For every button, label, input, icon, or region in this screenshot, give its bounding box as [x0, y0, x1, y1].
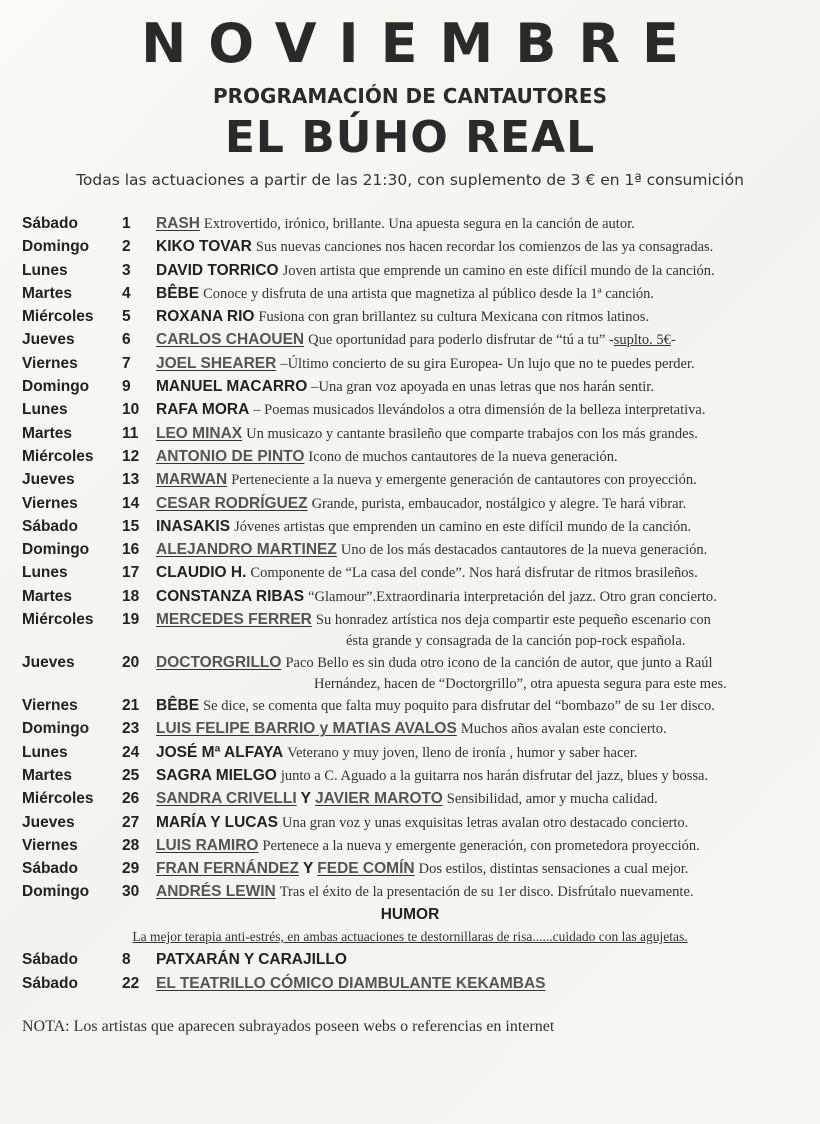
event-content	[156, 328, 812, 351]
date-number: 29	[122, 860, 140, 878]
event-description: junto a C. Aguado a la guitarra nos harán disfrutar del jazz, blues y bossa.	[280, 767, 709, 784]
event-content	[156, 948, 812, 970]
artist-name: CONSTANZA RIBAS	[156, 587, 305, 605]
event-content	[156, 235, 812, 258]
event-content	[156, 398, 812, 421]
date-number: 22	[122, 975, 140, 992]
day-label: Domingo	[22, 238, 90, 256]
date-number: 13	[122, 471, 140, 489]
venue-name: EL BÚHO REAL	[224, 112, 596, 163]
event-description: Un musicazo y cantante brasileño que comparte trabajos con los más grandes.	[246, 425, 698, 442]
schedule-row	[22, 235, 812, 258]
day-label: Sábado	[22, 517, 78, 535]
event-content	[156, 787, 812, 810]
event-description: Una gran voz y unas exquisitas letras avalan otro destacado concierto.	[282, 814, 689, 831]
day-label: Lunes	[22, 743, 68, 761]
schedule-row	[22, 538, 812, 561]
day-label: Miércoles	[22, 611, 94, 629]
day-label: Sábado	[22, 951, 78, 968]
event-description: Grande, purista, embaucador, nostálgico y alegre. Te hará vibrar.	[311, 495, 687, 512]
date-number: 7	[122, 354, 131, 372]
humor-list	[22, 948, 812, 996]
event-description: Icono de muchos cantautores de la nueva generación.	[308, 448, 618, 465]
artist-link[interactable]: ANTONIO DE PINTO	[156, 447, 305, 465]
humor-subtitle: La mejor terapia anti-estrés, en ambas actuaciones te destornillaras de risa......cuidado con las agujetas.	[132, 929, 688, 944]
schedule-row	[22, 717, 812, 740]
day-label: Martes	[22, 766, 72, 784]
event-description: –Una gran voz apoyada en unas letras que nos harán sentir.	[311, 379, 654, 396]
schedule-list	[22, 212, 812, 904]
event-description-continued: Hernández, hacen de “Doctorgrillo”, otra apuesta segura para este mes.	[314, 676, 727, 693]
event-content	[156, 972, 812, 994]
artist-name: BÊBE	[156, 284, 200, 302]
date-number: 20	[122, 654, 140, 672]
event-content	[156, 282, 812, 305]
event-content	[156, 764, 812, 787]
conjunction: Y	[302, 860, 314, 878]
date-number: 9	[122, 378, 131, 396]
event-content	[156, 717, 812, 740]
event-description: Muchos años avalan este concierto.	[460, 721, 667, 738]
day-label: Viernes	[22, 697, 78, 715]
day-label: Martes	[22, 424, 72, 442]
event-content	[156, 880, 812, 903]
day-label: Domingo	[22, 720, 90, 738]
artist-link[interactable]: LEO MINAX	[156, 424, 243, 442]
event-description: Paco Bello es sin duda otro icono de la canción de autor, que junto a Raúl	[285, 655, 713, 672]
schedule-row	[22, 492, 812, 515]
artist-name: DAVID TORRICO	[156, 261, 279, 279]
artist-link[interactable]: CESAR RODRÍGUEZ	[156, 494, 308, 512]
date-number: 6	[122, 331, 131, 349]
artist-link[interactable]: MERCEDES FERRER	[156, 611, 312, 629]
day-label: Jueves	[22, 471, 75, 489]
artist-link[interactable]: RASH	[156, 215, 200, 232]
date-number: 23	[122, 720, 140, 738]
date-number: 18	[122, 587, 140, 605]
event-content	[156, 561, 812, 584]
artist-link[interactable]: LUIS RAMIRO	[156, 836, 259, 854]
supplement-note: suplto. 5€	[613, 332, 671, 349]
description-suffix: -	[670, 332, 676, 349]
date-number: 1	[122, 215, 131, 232]
day-label: Miércoles	[22, 308, 94, 326]
day-label: Viernes	[22, 836, 78, 854]
event-description: Su honradez artística nos deja compartir este pequeño escenario con	[315, 612, 711, 629]
event-content	[156, 585, 812, 608]
artist-link[interactable]: DOCTORGRILLO	[156, 654, 282, 672]
footer-note: NOTA: Los artistas que aparecen subrayados poseen webs o referencias en internet	[22, 1018, 555, 1035]
date-number: 30	[122, 883, 140, 901]
date-number: 16	[122, 541, 140, 559]
schedule-row	[22, 515, 812, 538]
event-description: Veterano y muy joven, lleno de ironía , humor y saber hacer.	[287, 744, 638, 761]
day-label: Miércoles	[22, 790, 94, 808]
date-number: 28	[122, 836, 140, 854]
day-label: Miércoles	[22, 447, 94, 465]
artist-name: CLAUDIO H.	[156, 564, 247, 582]
artist-name: SAGRA MIELGO	[156, 766, 277, 784]
day-label: Viernes	[22, 494, 78, 512]
schedule-row	[22, 585, 812, 608]
schedule-row	[22, 651, 812, 694]
schedule-row	[22, 468, 812, 491]
artist-name: PATXARÁN Y CARAJILLO	[156, 951, 347, 968]
event-description: Fusiona con gran brillantez su cultura Mexicana con ritmos latinos.	[258, 309, 650, 326]
date-number: 27	[122, 813, 140, 831]
artist-link[interactable]: CARLOS CHAOUEN	[156, 331, 305, 349]
day-label: Domingo	[22, 883, 90, 901]
event-description: –Último concierto de su gira Europea- Un lujo que no te puedes perder.	[280, 355, 695, 372]
artist-link[interactable]: EL TEATRILLO CÓMICO DIAMBULANTE KEKAMBAS	[156, 975, 546, 992]
day-label: Lunes	[22, 261, 68, 279]
schedule-row	[22, 811, 812, 834]
event-description: Jóvenes artistas que emprenden un camino en este difícil mundo de la canción.	[234, 518, 692, 535]
schedule-row	[22, 764, 812, 787]
event-content	[156, 538, 812, 561]
schedule-row	[22, 608, 812, 651]
event-content	[156, 468, 812, 491]
event-content	[156, 492, 812, 515]
event-content	[156, 834, 812, 857]
date-number: 25	[122, 766, 140, 784]
schedule-row	[22, 880, 812, 903]
schedule-row	[22, 948, 812, 972]
schedule-row	[22, 282, 812, 305]
artist-name: INASAKIS	[156, 517, 231, 535]
event-description-continued: ésta grande y consagrada de la canción pop-rock española.	[346, 633, 686, 650]
schedule-row	[22, 422, 812, 445]
artist-link[interactable]: ALEJANDRO MARTINEZ	[156, 541, 337, 559]
schedule-row	[22, 328, 812, 351]
event-content	[156, 375, 812, 398]
day-label: Domingo	[22, 378, 90, 396]
event-description: Pertenece a la nueva y emergente generación, con prometedora proyección.	[262, 837, 700, 854]
event-content	[156, 305, 812, 328]
day-label: Martes	[22, 587, 72, 605]
event-content	[156, 515, 812, 538]
event-content	[156, 445, 812, 468]
schedule-row	[22, 398, 812, 421]
schedule-row	[22, 375, 812, 398]
day-label: Sábado	[22, 215, 78, 232]
day-label: Sábado	[22, 860, 78, 878]
artist-name: BÊBE	[156, 697, 200, 715]
artist-link[interactable]: FEDE COMÍN	[317, 860, 415, 878]
date-number: 26	[122, 790, 140, 808]
event-content	[156, 651, 812, 695]
event-description: Perteneciente a la nueva y emergente generación de cantautores con proyección.	[231, 472, 697, 489]
event-description: “Glamour”.Extraordinaria interpretación del jazz. Otro gran concierto.	[308, 588, 717, 605]
day-label: Jueves	[22, 654, 75, 672]
date-number: 3	[122, 261, 131, 279]
event-content	[156, 352, 812, 375]
event-description: Se dice, se comenta que falta muy poquito para disfrutar del “bombazo” de su 1er disco.	[203, 698, 715, 715]
artist-link[interactable]: MARWAN	[156, 471, 228, 489]
date-number: 11	[122, 424, 139, 442]
schedule-row	[22, 741, 812, 764]
month-title: NOVIEMBRE	[141, 12, 701, 75]
event-description: Que oportunidad para poderlo disfrutar de “tú a tu” -	[308, 332, 614, 349]
schedule-row	[22, 561, 812, 584]
artist-name: JOSÉ Mª ALFAYA	[156, 743, 284, 761]
schedule-row	[22, 259, 812, 282]
event-description: Uno de los más destacados cantautores de la nueva generación.	[340, 542, 708, 559]
event-content	[156, 422, 812, 445]
date-number: 24	[122, 743, 140, 761]
day-label: Jueves	[22, 813, 75, 831]
date-number: 17	[122, 564, 140, 582]
artist-name: ROXANA RIO	[156, 308, 255, 326]
date-number: 21	[122, 697, 140, 715]
program-subtitle: PROGRAMACIÓN DE CANTAUTORES	[213, 84, 607, 108]
event-description: – Poemas musicados llevándolos a otra dimensión de la belleza interpretativa.	[253, 402, 706, 419]
artist-name: MANUEL MACARRO	[156, 378, 308, 396]
humor-heading: HUMOR	[380, 906, 440, 923]
artist-name: MARÍA Y LUCAS	[156, 813, 279, 831]
event-description: Conoce y disfruta de una artista que magnetiza al público desde la 1ª canción.	[203, 285, 655, 302]
schedule-row	[22, 305, 812, 328]
artist-link[interactable]: LUIS FELIPE BARRIO y MATIAS AVALOS	[156, 720, 457, 738]
schedule-row	[22, 857, 812, 880]
event-description: Tras el éxito de la presentación de su 1er disco. Disfrútalo nuevamente.	[279, 884, 694, 901]
artist-link[interactable]: JAVIER MAROTO	[315, 790, 443, 808]
event-content	[156, 259, 812, 282]
date-number: 2	[122, 238, 131, 256]
event-description: Sensibilidad, amor y mucha calidad.	[446, 791, 658, 808]
schedule-row	[22, 972, 812, 996]
event-description: Dos estilos, distintas sensaciones a cual mejor.	[418, 861, 689, 878]
artist-link[interactable]: ANDRÉS LEWIN	[156, 883, 276, 901]
date-number: 10	[122, 401, 140, 419]
schedule-row	[22, 445, 812, 468]
artist-link[interactable]: SANDRA CRIVELLI	[156, 790, 297, 808]
event-content	[156, 857, 812, 880]
date-number: 15	[122, 517, 140, 535]
day-label: Domingo	[22, 541, 90, 559]
event-description: Sus nuevas canciones nos hacen recordar los comienzos de las ya consagradas.	[255, 239, 714, 256]
date-number: 19	[122, 611, 140, 629]
date-number: 12	[122, 447, 140, 465]
schedule-note: Todas las actuaciones a partir de las 21:30, con suplemento de 3 € en 1ª consumición	[76, 171, 744, 189]
schedule-row	[22, 212, 812, 235]
day-label: Lunes	[22, 564, 68, 582]
conjunction: Y	[300, 790, 311, 808]
date-number: 14	[122, 494, 140, 512]
day-label: Martes	[22, 284, 72, 302]
event-description: Extrovertido, irónico, brillante. Una apuesta segura en la canción de autor.	[203, 216, 635, 232]
event-content	[156, 694, 812, 717]
schedule-row	[22, 787, 812, 810]
event-content	[156, 608, 812, 652]
schedule-row	[22, 352, 812, 375]
schedule-row	[22, 834, 812, 857]
artist-link[interactable]: JOEL SHEARER	[156, 354, 277, 372]
artist-name: RAFA MORA	[156, 401, 250, 419]
event-content	[156, 741, 812, 764]
event-description: Componente de “La casa del conde”. Nos hará disfrutar de ritmos brasileños.	[250, 565, 698, 582]
date-number: 8	[122, 951, 131, 968]
event-content	[156, 811, 812, 834]
day-label: Jueves	[22, 331, 75, 349]
artist-name: KIKO TOVAR	[156, 238, 252, 256]
date-number: 5	[122, 308, 131, 326]
day-label: Sábado	[22, 975, 78, 992]
day-label: Viernes	[22, 354, 78, 372]
artist-link[interactable]: FRAN FERNÁNDEZ	[156, 860, 299, 878]
event-description: Joven artista que emprende un camino en este difícil mundo de la canción.	[282, 262, 715, 279]
day-label: Lunes	[22, 401, 68, 419]
date-number: 4	[122, 284, 131, 302]
schedule-row	[22, 694, 812, 717]
event-content	[156, 212, 812, 235]
